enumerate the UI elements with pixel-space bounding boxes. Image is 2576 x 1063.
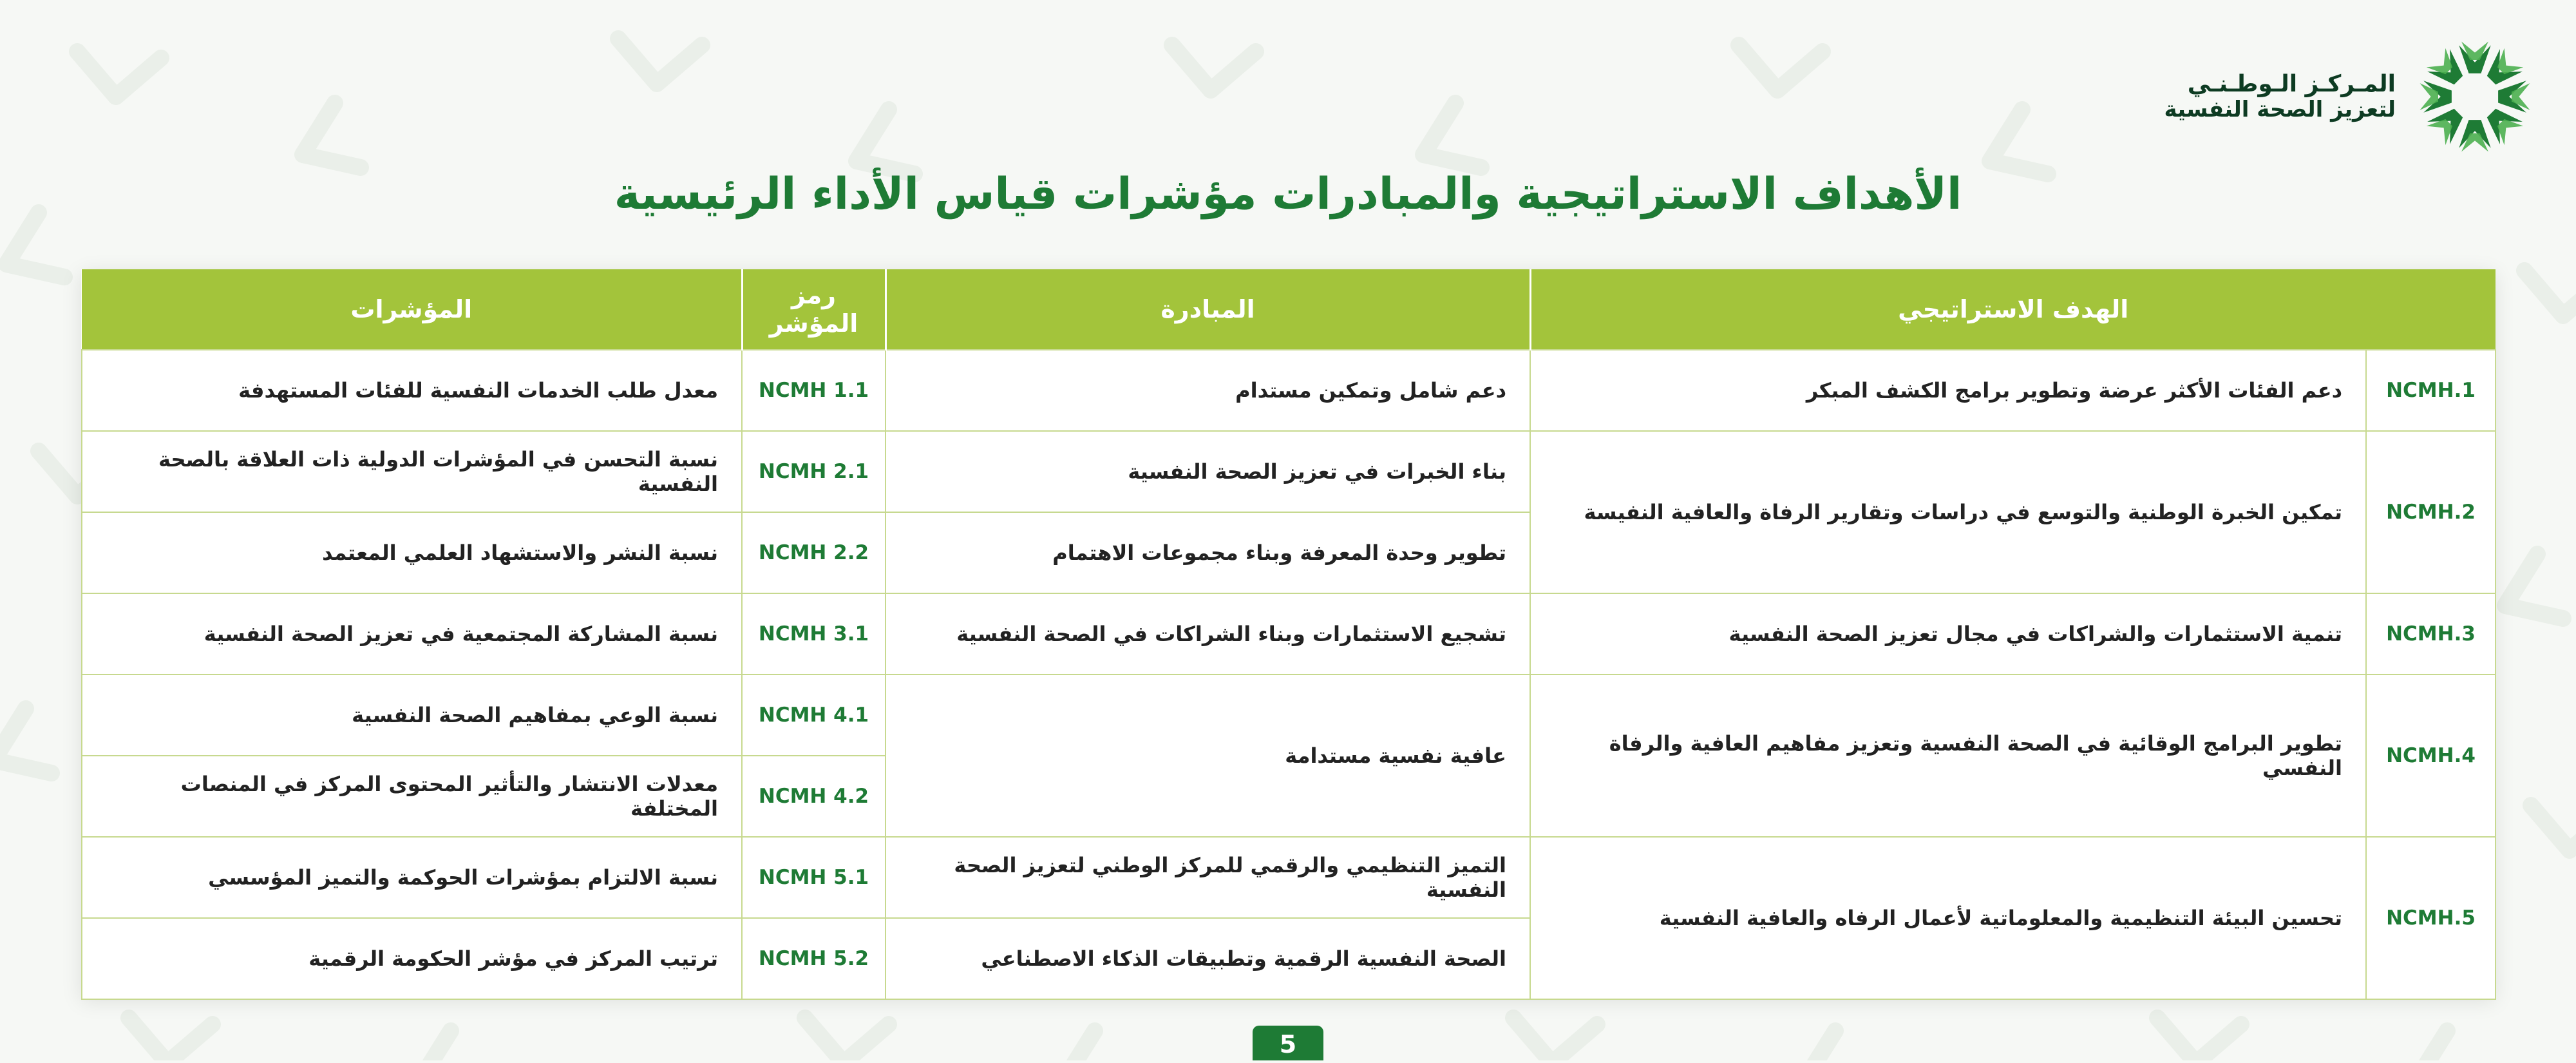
indicator-text: نسبة المشاركة المجتمعية في تعزيز الصحة النفسية bbox=[82, 593, 742, 675]
kpi-table-container bbox=[81, 269, 2495, 997]
objective-code: NCMH.2 bbox=[2366, 431, 2496, 593]
indicator-text: نسبة التحسن في المؤشرات الدولية ذات العلاقة بالصحة النفسية bbox=[82, 431, 742, 512]
table-row bbox=[82, 593, 2496, 675]
logo-star-icon bbox=[2414, 35, 2536, 158]
initiative-text: دعم شامل وتمكين مستدام bbox=[886, 350, 1530, 431]
objective-code: NCMH.3 bbox=[2366, 593, 2496, 675]
objective-text: دعم الفئات الأكثر عرضة وتطوير برامج الكشف المبكر bbox=[1530, 350, 2366, 431]
indicator-text: ترتيب المركز في مؤشر الحكومة الرقمية bbox=[82, 918, 742, 999]
objective-code: NCMH.5 bbox=[2366, 837, 2496, 999]
header-objective: الهدف الاستراتيجي bbox=[1530, 269, 2496, 350]
indicator-code: NCMH 5.1 bbox=[742, 837, 886, 918]
indicator-code: NCMH 1.1 bbox=[742, 350, 886, 431]
page-number: 5 bbox=[1253, 1026, 1323, 1060]
indicator-code: NCMH 5.2 bbox=[742, 918, 886, 999]
header-indicator-code: رمز المؤشر bbox=[742, 269, 886, 350]
table-row bbox=[82, 350, 2496, 431]
indicator-code: NCMH 4.2 bbox=[742, 756, 886, 837]
table-row bbox=[82, 431, 2496, 512]
objective-text: تمكين الخبرة الوطنية والتوسع في دراسات وتقارير الرفاة والعافية النفيسة bbox=[1530, 431, 2366, 593]
header-initiative: المبادرة bbox=[886, 269, 1530, 350]
logo-line1: المـركـز الـوطـنـي bbox=[2187, 70, 2396, 97]
indicator-text: معدل طلب الخدمات النفسية للفئات المستهدفة bbox=[82, 350, 742, 431]
brand-logo bbox=[2164, 35, 2537, 158]
indicator-code: NCMH 4.1 bbox=[742, 675, 886, 756]
indicator-text: نسبة الوعي بمفاهيم الصحة النفسية bbox=[82, 675, 742, 756]
table-header-row bbox=[82, 269, 2496, 350]
logo-line2: لتعزيز الصحة النفسية bbox=[2164, 97, 2396, 123]
objective-code: NCMH.4 bbox=[2366, 675, 2496, 837]
initiative-text: التميز التنظيمي والرقمي للمركز الوطني لتعزيز الصحة النفسية bbox=[886, 837, 1530, 918]
logo-text bbox=[2164, 71, 2396, 122]
indicator-code: NCMH 2.2 bbox=[742, 512, 886, 593]
page-title: الأهداف الاستراتيجية والمبادرات مؤشرات قياس الأداء الرئيسية bbox=[614, 169, 1962, 220]
objective-code: NCMH.1 bbox=[2366, 350, 2496, 431]
indicator-text: نسبة النشر والاستشهاد العلمي المعتمد bbox=[82, 512, 742, 593]
indicator-code: NCMH 3.1 bbox=[742, 593, 886, 675]
table-row bbox=[82, 675, 2496, 756]
objective-text: تطوير البرامج الوقائية في الصحة النفسية وتعزيز مفاهيم العافية والرفاة النفسي bbox=[1530, 675, 2366, 837]
initiative-text: تشجيع الاستثمارات وبناء الشراكات في الصحة النفسية bbox=[886, 593, 1530, 675]
indicator-code: NCMH 2.1 bbox=[742, 431, 886, 512]
objective-text: تنمية الاستثمارات والشراكات في مجال تعزيز الصحة النفسية bbox=[1530, 593, 2366, 675]
indicator-text: نسبة الالتزام بمؤشرات الحوكمة والتميز المؤسسي bbox=[82, 837, 742, 918]
initiative-text: تطوير وحدة المعرفة وبناء مجموعات الاهتمام bbox=[886, 512, 1530, 593]
indicator-text: معدلات الانتشار والتأثير المحتوى المركز في المنصات المختلفة bbox=[82, 756, 742, 837]
objective-text: تحسين البيئة التنظيمية والمعلوماتية لأعمال الرفاه والعافية النفسية bbox=[1530, 837, 2366, 999]
initiative-text: بناء الخبرات في تعزيز الصحة النفسية bbox=[886, 431, 1530, 512]
initiative-text: عافية نفسية مستدامة bbox=[886, 675, 1530, 837]
kpi-table bbox=[81, 269, 2496, 1000]
header-indicators: المؤشرات bbox=[82, 269, 742, 350]
initiative-text: الصحة النفسية الرقمية وتطبيقات الذكاء الاصطناعي bbox=[886, 918, 1530, 999]
table-row bbox=[82, 837, 2496, 918]
